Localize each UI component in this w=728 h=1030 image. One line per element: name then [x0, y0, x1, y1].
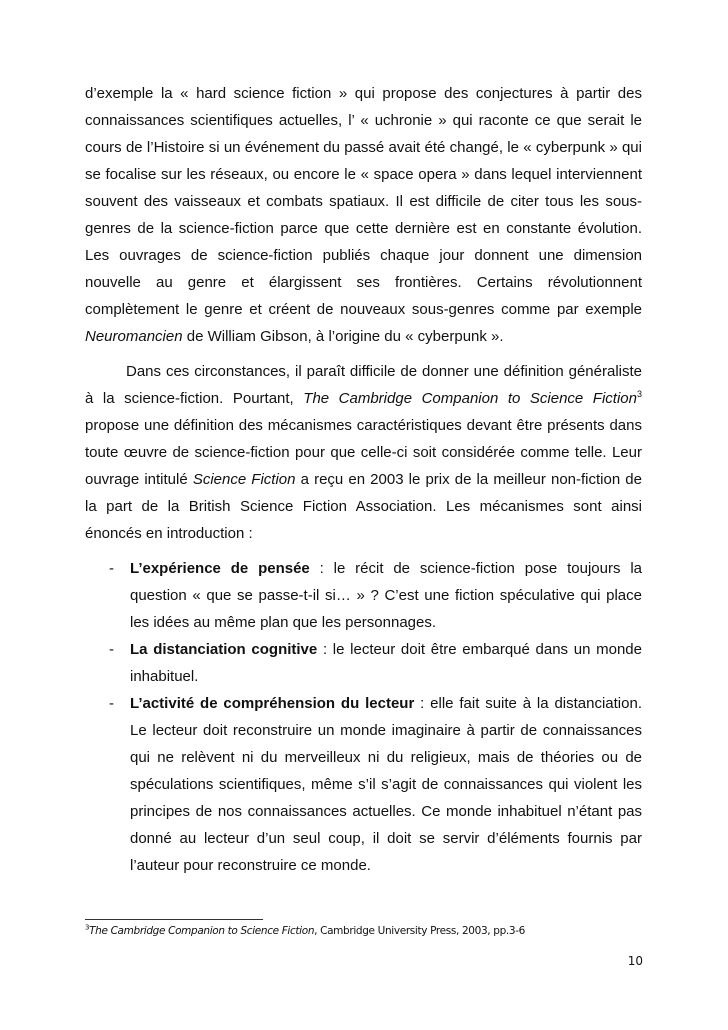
mechanism-description: : elle fait suite à la distanciation. Le lecteur doit reconstruire un monde imaginaire à partir de connaissances qui ne relèvent ni du merveilleux ni du religieux, mais de théories ou de spéculations scientifiques, même s’il s’agit de connaissances qui violent les principes de nos connaissances actuelles. Ce monde inhabituel n’étant pas donné au lecteur d’un seul coup, il doit se servir d’éléments fournis par l’auteur pour reconstruire ce monde.: [130, 695, 642, 874]
footnote: [85, 924, 645, 938]
mechanism-term: La distanciation cognitive: [130, 641, 318, 658]
footnote-separator: [85, 919, 263, 920]
book-title-neuromancien: Neuromancien: [85, 328, 183, 345]
paragraph-text: a reçu en 2003 le prix de la meilleur non-fiction de la part de la British Science Fiction Association. Les mécanismes sont ainsi énoncés en introduction :: [85, 471, 642, 542]
mechanism-term: L’activité de compréhension du lecteur: [130, 695, 415, 712]
footnote-reference[interactable]: 3: [636, 389, 642, 399]
paragraph-subgenres: [85, 80, 642, 350]
paragraph-text: d’exemple la « hard science fiction » qui propose des conjectures à partir des connaissances scientifiques actuelles, l’ « uchronie » qui raconte ce que serait le cours de l’Histoire si un événement du passé avait été changé, le « cyberpunk » qui se focalise sur les réseaux, ou encore le « space opera » dans lequel interviennent souvent des vaisseaux et combats spatiaux. Il est difficile de citer tous les sous-genres de la science-fiction parce que cette dernière est en constante évolution. Les ouvrages de science-fiction publiés chaque jour donnent une dimension nouvelle au genre et élargissent ses frontières. Certains révolutionnent complètement le genre et créent de nouveaux sous-genres comme par exemple: [85, 85, 642, 318]
list-item: [85, 555, 642, 636]
paragraph-text: propose une définition des mécanismes caractéristiques devant être présents dans toute œuvre de science-fiction pour que celle-ci soit considérée comme telle. Leur ouvrage intitulé: [85, 417, 642, 488]
list-dash: -: [109, 560, 114, 577]
list-dash: -: [109, 641, 114, 658]
mechanisms-list: [85, 555, 642, 879]
list-item: [85, 690, 642, 879]
paragraph-text: de William Gibson, à l’origine du « cyberpunk ».: [182, 328, 504, 345]
list-item: [85, 636, 642, 690]
paragraph-text: Dans ces circonstances, il paraît difficile de donner une définition généraliste à la science-fiction. Pourtant,: [85, 363, 642, 407]
footnote-citation: , Cambridge University Press, 2003, pp.3-6: [314, 925, 525, 937]
page-number: 10: [627, 954, 643, 968]
list-dash: -: [109, 695, 114, 712]
body-text: [85, 80, 642, 879]
mechanism-description: : le récit de science-fiction pose toujours la question « que se passe-t-il si… » ? C’est une fiction spéculative qui place les idées au même plan que les personnages.: [130, 560, 643, 631]
mechanism-term: L’expérience de pensée: [130, 560, 310, 577]
mechanism-description: : le lecteur doit être embarqué dans un monde inhabituel.: [130, 641, 642, 685]
footnote-book-title: The Cambridge Companion to Science Fiction: [89, 925, 315, 937]
paragraph-definition: [85, 358, 642, 547]
footnote-number: 3: [85, 923, 90, 932]
book-title-cambridge-companion: The Cambridge Companion to Science Fiction: [303, 390, 637, 407]
book-title-science-fiction: Science Fiction: [192, 471, 296, 488]
